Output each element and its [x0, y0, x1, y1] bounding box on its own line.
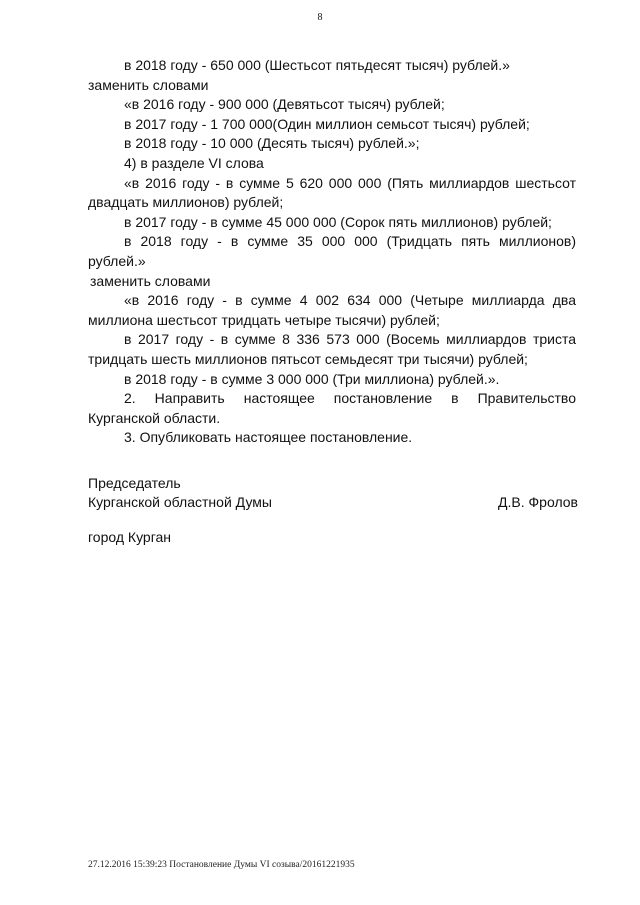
page-number: 8: [317, 12, 323, 23]
paragraph: заменить словами: [90, 272, 211, 289]
paragraph: «в 2016 году - 900 000 (Девятьсот тысяч) рублей;: [124, 96, 445, 113]
signature-row: [88, 493, 578, 512]
signature-block: [88, 474, 578, 512]
paragraph: в 2017 году - в сумме 8 336 573 000 (Восемь миллиардов триста тридцать шесть миллионов пятьсот семьдесят три тысячи) рублей;: [88, 331, 576, 367]
paragraph: заменить словами: [88, 76, 209, 93]
paragraph: 2. Направить настоящее постановление в Правительство Курганской области.: [88, 390, 576, 426]
signatory-name: Д.В. Фролов: [498, 494, 578, 510]
paragraph: «в 2016 году - в сумме 4 002 634 000 (Четыре миллиарда два миллиона шестьсот тридцать четыре тысячи) рублей;: [88, 292, 576, 328]
signature-title-line1: Председатель: [88, 475, 181, 491]
paragraph: в 2018 году - в сумме 35 000 000 (Тридцать пять миллионов) рублей.»: [88, 233, 576, 269]
document-body: [88, 56, 576, 448]
paragraph: 3. Опубликовать настоящее постановление.: [124, 429, 413, 446]
paragraph: 4) в разделе VI слова: [124, 154, 264, 171]
paragraph: в 2018 году - в сумме 3 000 000 (Три миллиона) рублей.».: [124, 370, 500, 387]
paragraph: в 2018 году - 650 000 (Шестьсот пятьдесят тысяч) рублей.»: [124, 57, 510, 73]
signature-title-line2: Курганской областной Думы: [88, 494, 272, 510]
paragraph: в 2017 году - в сумме 45 000 000 (Сорок пять миллионов) рублей;: [124, 213, 552, 230]
paragraph: «в 2016 году - в сумме 5 620 000 000 (Пять миллиардов шестьсот двадцать миллионов) рублей;: [88, 174, 576, 211]
footer-stamp: 27.12.2016 15:39:23 Постановление Думы VI созыва/20161221935: [88, 860, 355, 870]
paragraph: в 2018 году - 10 000 (Десять тысяч) рублей.»;: [124, 135, 420, 152]
city-line: город Курган: [88, 529, 172, 545]
paragraph: в 2017 году - 1 700 000(Один миллион семьсот тысяч) рублей;: [124, 115, 530, 132]
